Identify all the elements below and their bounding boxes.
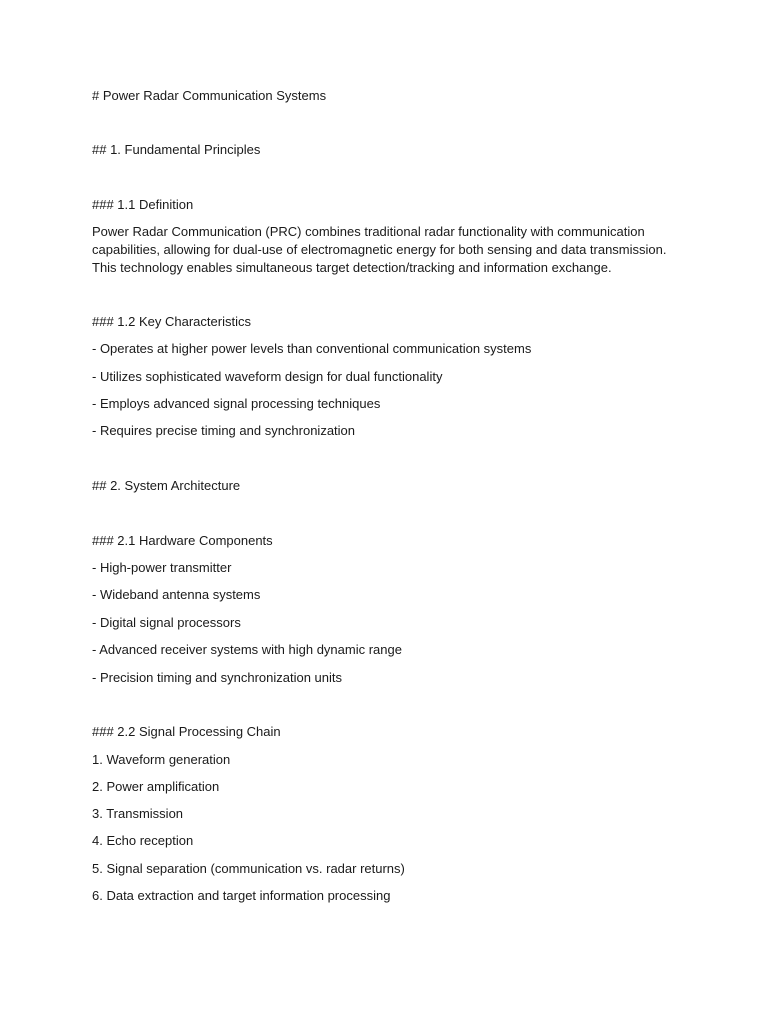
section-2-heading: ## 2. System Architecture [92,478,241,493]
list-item: - High-power transmitter [92,560,232,575]
definition-line: Power Radar Communication (PRC) combines traditional radar functionality with communication [92,224,645,239]
list-item: - Utilizes sophisticated waveform design for dual functionality [92,369,443,384]
definition-line: This technology enables simultaneous target detection/tracking and information exchange. [92,260,612,275]
numbered-item: 6. Data extraction and target information processing [92,888,391,903]
list-item: - Requires precise timing and synchronization [92,423,356,438]
list-item: - Operates at higher power levels than conventional communication systems [92,341,532,356]
subsection-1-2-heading: ### 1.2 Key Characteristics [92,314,251,329]
subsection-2-1-heading: ### 2.1 Hardware Components [92,533,273,548]
numbered-item: 1. Waveform generation [92,752,231,767]
subsection-2-2-heading: ### 2.2 Signal Processing Chain [92,724,281,739]
numbered-item: 5. Signal separation (communication vs. radar returns) [92,861,405,876]
list-item: - Wideband antenna systems [92,587,261,602]
list-item: - Employs advanced signal processing techniques [92,396,381,411]
list-item: - Digital signal processors [92,615,241,630]
numbered-item: 3. Transmission [92,806,184,821]
definition-paragraph [92,223,692,277]
list-item: - Advanced receiver systems with high dynamic range [92,642,402,657]
document-title: # Power Radar Communication Systems [92,88,327,103]
numbered-item: 4. Echo reception [92,833,194,848]
section-1-heading: ## 1. Fundamental Principles [92,142,261,157]
numbered-item: 2. Power amplification [92,779,220,794]
subsection-1-1-heading: ### 1.1 Definition [92,197,194,212]
list-item: - Precision timing and synchronization units [92,670,343,685]
definition-line: capabilities, allowing for dual-use of electromagnetic energy for both sensing and data transmission. [92,242,667,257]
